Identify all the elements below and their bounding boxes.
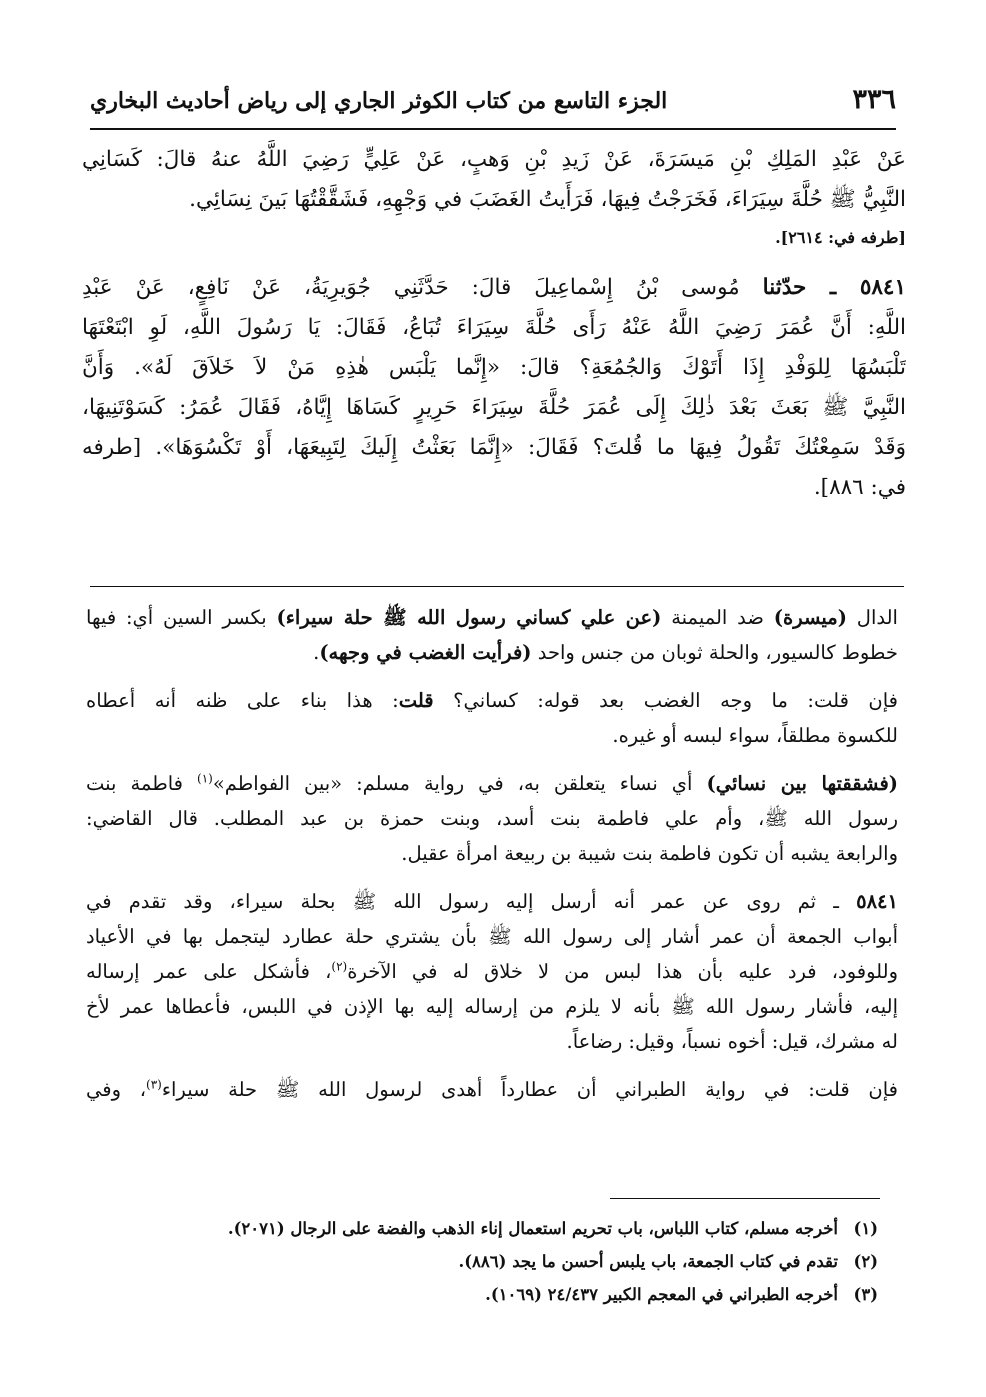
footnote: (٣)أخرجه الطبراني في المعجم الكبير ٢٤/٤٣٧ (١٠٦٩). [485,1285,878,1304]
text-line: تَلْبَسُهَا لِلوَفْدِ إِذَا أَتَوْكَ وَالجُمُعَةِ؟ قالَ: «إِنَّما يَلْبَس هٰذِهِ مَنْ لاَ خَلاَقَ لَهُ». وَأَنَّ [82,355,906,380]
commentary-line: أبواب الجمعة أن عمر أشار إلى رسول الله ﷺ بأن يشتري حلة عطارد ليتجمل بها في الأعياد [86,925,898,948]
footnote: (٢)تقدم في كتاب الجمعة، باب يلبس أحسن ما يجد (٨٨٦). [458,1252,878,1271]
text-line: في: ٨٨٦]. [813,475,906,500]
footnotes [200,1212,878,1311]
footnote-divider [610,1198,880,1199]
commentary-line: ٥٨٤١ ـ ثم روى عن عمر أنه أرسل إليه رسول الله ﷺ بحلة سيراء، وقد تقدم في [86,890,898,913]
hadith-lead: ـ حدّثنا [762,275,860,300]
text-line: وَقَدْ سَمِعْتُكَ تَقُولُ فِيهَا ما قُلتَ؟ فَقَالَ: «إِنَّمَا بَعَثْتُ إِلَيكَ لِتَبِيعَهَا، أَوْ تَكْسُوَهَا». [طرفه [82,435,906,460]
commentary-line: والرابعة يشبه أن تكون فاطمة بنت شيبة بن ربيعة امرأة عقيل. [401,842,898,865]
commentary-line: إليه، فأشار رسول الله ﷺ بأنه لا يلزم من إرساله إليه بها الإذن في اللبس، فأعطاها عمر لأخ [86,995,898,1018]
hadith-number: ٥٨٤١ [859,275,906,300]
header-divider [90,128,896,130]
text-line: عَنْ عَبْدِ المَلِكِ بْنِ مَيسَرَةَ، عَنْ زَيدِ بْنِ وَهبٍ، عَنْ عَلِيٍّ رَضِيَ اللَّهُ عنهُ قالَ: كَسَانِي [82,147,906,172]
footnote-ref: (٣) [146,1077,162,1092]
commentary-line: فإن قلت: ما وجه الغضب بعد قوله: كساني؟ قلت: هذا بناء على ظنه أنه أعطاه [86,689,898,712]
commentary-line: رسول الله ﷺ، وأم علي فاطمة بنت أسد، وبنت حمزة بن عبد المطلب. قال القاضي: [86,807,898,830]
page-header [90,78,896,128]
commentary-line: وللوفود، فرد عليه بأن هذا لبس من لا خلاق له في الآخرة$^{(٢)}$، فأشكل على عمر إرساله [86,959,898,983]
page-number: ٣٣٦ [852,84,896,115]
footnote: (١)أخرجه مسلم، كتاب اللباس، باب تحريم استعمال إناء الذهب والفضة على الرجال (٢٠٧١). [227,1219,878,1238]
commentary-line: للكسوة مطلقاً، سواء لبسه أو غيره. [612,724,898,747]
section-divider [90,586,904,587]
hadith-first-line [82,268,906,308]
hadith-text [82,140,906,508]
commentary-line: (فشققتها بين نسائي) أي نساء يتعلقن به، في رواية مسلم: «بين الفواطم»$^{(١)}$ فاطمة بنت [86,771,898,795]
commentary-line: الدال (ميسرة) ضد الميمنة (عن علي كساني رسول الله ﷺ حلة سيراء) بكسر السين أي: فيها [86,606,898,629]
footnote-ref: (١) [197,771,213,786]
text-line: اللَّهِ: أَنَّ عُمَرَ رَضِيَ اللَّهُ عَنْهُ رَأَى حُلَّةَ سِيَرَاءَ تُبَاعُ، فَقَالَ: يَا رَسُولَ اللَّهِ، لَوِ ابْتَعْتَهَا [82,315,906,340]
commentary-line: له مشرك، قيل: أخوه نسباً، وقيل: رضاعاً. [566,1030,898,1053]
text-fragment: مُوسى بْنُ إِسْماعِيلَ قالَ: حَدَّثَنِي جُوَيرِيَةُ، عَنْ نَافِعٍ، عَنْ عَبْدِ [82,275,763,300]
commentary-line: خطوط كالسيور، والحلة ثوبان من جنس واحد (فرأيت الغضب في وجهه). [313,641,898,664]
text-line: النَّبِيَّ ﷺ بَعَثَ بَعْدَ ذٰلِكَ إِلَى عُمَرَ حُلَّةَ سِيَرَاءَ حَرِيرٍ كَسَاهَا إِيَّاهُ، فَقَالَ عُمَرُ: كَسَوْتَنِيهَا، [82,395,906,420]
commentary [86,600,898,1107]
cross-reference: [طرفه في: ٢٦١٤]. [775,228,906,247]
text-line: النَّبِيُّ ﷺ حُلَّةَ سِيَرَاءَ، فَخَرَجْتُ فِيهَا، فَرَأَيتُ الغَضَبَ في وَجْهِهِ، فَشَقَّقْتُهَا بَينَ نِسَائِي. [189,187,906,212]
commentary-line: فإن قلت: في رواية الطبراني أن عطارداً أهدى لرسول الله ﷺ حلة سيراء$^{(٣)}$، وفي [86,1077,898,1101]
footnote-ref: (٢) [331,959,348,974]
running-title: الجزء التاسع من كتاب الكوثر الجاري إلى رياض أحاديث البخاري [90,88,668,114]
